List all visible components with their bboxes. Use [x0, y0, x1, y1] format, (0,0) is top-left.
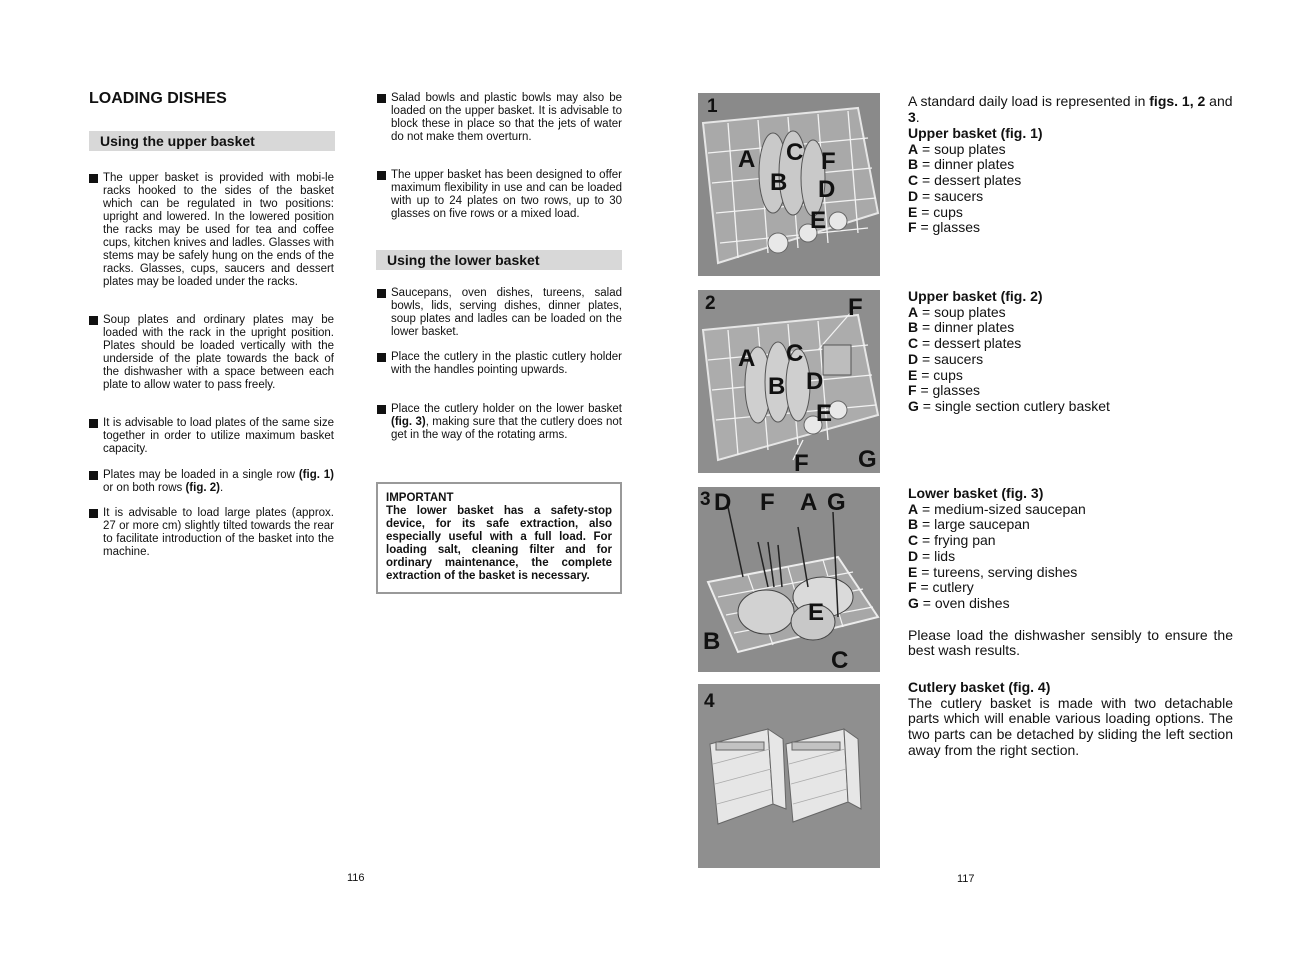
bullet-item: Plates may be loaded in a single row (fig. 1) or on both rows (fig. 2).	[89, 469, 334, 495]
bullet-item: Place the cutlery in the plastic cutlery holder with the handles pointing upwards.	[377, 351, 622, 377]
intro-text: A standard daily load is represented in figs. 1, 2 and 3.	[908, 93, 1233, 125]
bullet-item: The upper basket has been designed to offer maximum flexibility in use and can be loaded with up to 24 plates on two rows, up to 30 glasses on five rows or a mixed load.	[377, 169, 622, 221]
figure-number: 3	[700, 489, 711, 510]
legend-heading: Upper basket (fig. 2)	[908, 288, 1043, 304]
bullet-item: Soup plates and ordinary plates may be loaded with the rack in the upright position. Plates should be loaded vertically with the underside of the plate towards the back of the dishwasher with a space between each plate to allow water to pass freely.	[89, 314, 334, 392]
figure-label: D	[818, 176, 836, 203]
important-notice-box	[376, 482, 622, 594]
figure-label: D	[806, 368, 824, 395]
bullet-item: The upper basket is provided with mobi-le racks hooked to the sides of the basket which can be regulated in two positions: upright and lowered. In the lowered position the racks may be used for tea and coffee cups, kitchen knives and ladles. Glasses with stems may be safely hung on the ends of the racks. Glasses, cups, saucers and dessert plates may be loaded under the racks.	[89, 172, 334, 289]
bullet-square-icon	[377, 171, 386, 180]
figure-label: E	[808, 599, 825, 626]
bullet-square-icon	[89, 316, 98, 325]
figure-number: 1	[707, 96, 718, 117]
figure-label: F	[848, 294, 863, 321]
section-heading-lower-basket: Using the lower basket	[376, 250, 622, 270]
legend-lower-basket-fig3: Lower basket (fig. 3) A = medium-sized saucepan B = large saucepan C = frying pan D = lids E = tureens, serving dishes F = cutlery G = oven dishes Please load the dishwasher sensibly to ensure the best wash results.	[908, 485, 1233, 659]
bullet-square-icon	[89, 509, 98, 518]
figure-label: G	[827, 489, 846, 516]
figure-label: A	[738, 345, 756, 372]
bullet-square-icon	[89, 471, 98, 480]
bullet-item: Place the cutlery holder on the lower basket (fig. 3), making sure that the cutlery does not get in the way of the rotating arms.	[377, 403, 622, 442]
page-title: LOADING DISHES	[89, 90, 227, 107]
bullet-item: It is advisable to load plates of the same size together in order to utilize maximum basket capacity.	[89, 417, 334, 456]
legend-heading: Upper basket (fig. 1)	[908, 125, 1043, 141]
figure-label: F	[760, 489, 775, 516]
figure-label: D	[714, 489, 732, 516]
figure-number: 4	[704, 691, 715, 712]
section-heading-upper-basket: Using the upper basket	[89, 131, 335, 151]
load-note: Please load the dishwasher sensibly to ensure the best wash results.	[908, 626, 1233, 659]
bullet-square-icon	[377, 353, 386, 362]
legend-upper-basket-fig2: Upper basket (fig. 2) A = soup plates B = dinner plates C = dessert plates D = saucers E = cups F = glasses G = single section cutlery basket	[908, 289, 1233, 415]
bullet-item: Salad bowls and plastic bowls may also be loaded on the upper basket. It is advisable to block these in place so that the jets of water do not make them overturn.	[377, 92, 622, 144]
figure-label: E	[810, 207, 827, 234]
bullet-square-icon	[377, 94, 386, 103]
cutlery-basket-illustration	[698, 684, 880, 868]
figure-label: A	[800, 489, 818, 516]
legend-cutlery-basket-fig4	[908, 680, 1233, 759]
figure-3-lower-basket-image	[698, 487, 880, 672]
important-body: The lower basket has a safety-stop device, for its safe extraction, also especially useful with a full load. For loading salt, cleaning filter and for ordinary maintenance, the complete extraction of the basket is necessary.	[386, 505, 612, 582]
page-number-right: 117	[957, 873, 975, 885]
legend-heading: Cutlery basket (fig. 4)	[908, 679, 1051, 695]
figure-label: B	[703, 628, 721, 655]
bullet-item: Saucepans, oven dishes, tureens, salad bowls, lids, serving dishes, dinner plates, soup plates and ladles can be loaded on the lower basket.	[377, 287, 622, 339]
figure-label: E	[816, 400, 833, 427]
figure-4-cutlery-basket-image	[698, 684, 880, 868]
figure-label: B	[768, 373, 786, 400]
bullet-square-icon	[377, 405, 386, 414]
figure-label: G	[858, 446, 877, 473]
figure-label: C	[786, 139, 804, 166]
bullet-square-icon	[377, 289, 386, 298]
bullet-square-icon	[89, 419, 98, 428]
cutlery-description: The cutlery basket is made with two detachable parts which will enable various loading options. The two parts can be detached by sliding the left section away from the right section.	[908, 694, 1233, 758]
figure-label: F	[794, 450, 809, 473]
figure-label: F	[821, 148, 836, 175]
figure-label: A	[738, 146, 756, 173]
figure-2-upper-basket-image	[698, 290, 880, 473]
page-number-left: 116	[347, 872, 365, 884]
legend-upper-basket-fig1: Upper basket (fig. 1) A = soup plates B = dinner plates C = dessert plates D = saucers E = cups F = glasses	[908, 126, 1233, 236]
figure-number: 2	[705, 293, 716, 314]
figure-label: C	[831, 647, 849, 672]
figure-label: C	[786, 340, 804, 367]
figure-label: B	[770, 169, 788, 196]
important-title: IMPORTANT	[386, 492, 454, 504]
bullet-item: It is advisable to load large plates (approx. 27 or more cm) slightly tilted towards the rear to facilitate introduction of the basket into the machine.	[89, 507, 334, 559]
figure-1-upper-basket-image	[698, 93, 880, 276]
legend-heading: Lower basket (fig. 3)	[908, 485, 1044, 501]
bullet-square-icon	[89, 174, 98, 183]
basket-illustration	[698, 93, 880, 276]
